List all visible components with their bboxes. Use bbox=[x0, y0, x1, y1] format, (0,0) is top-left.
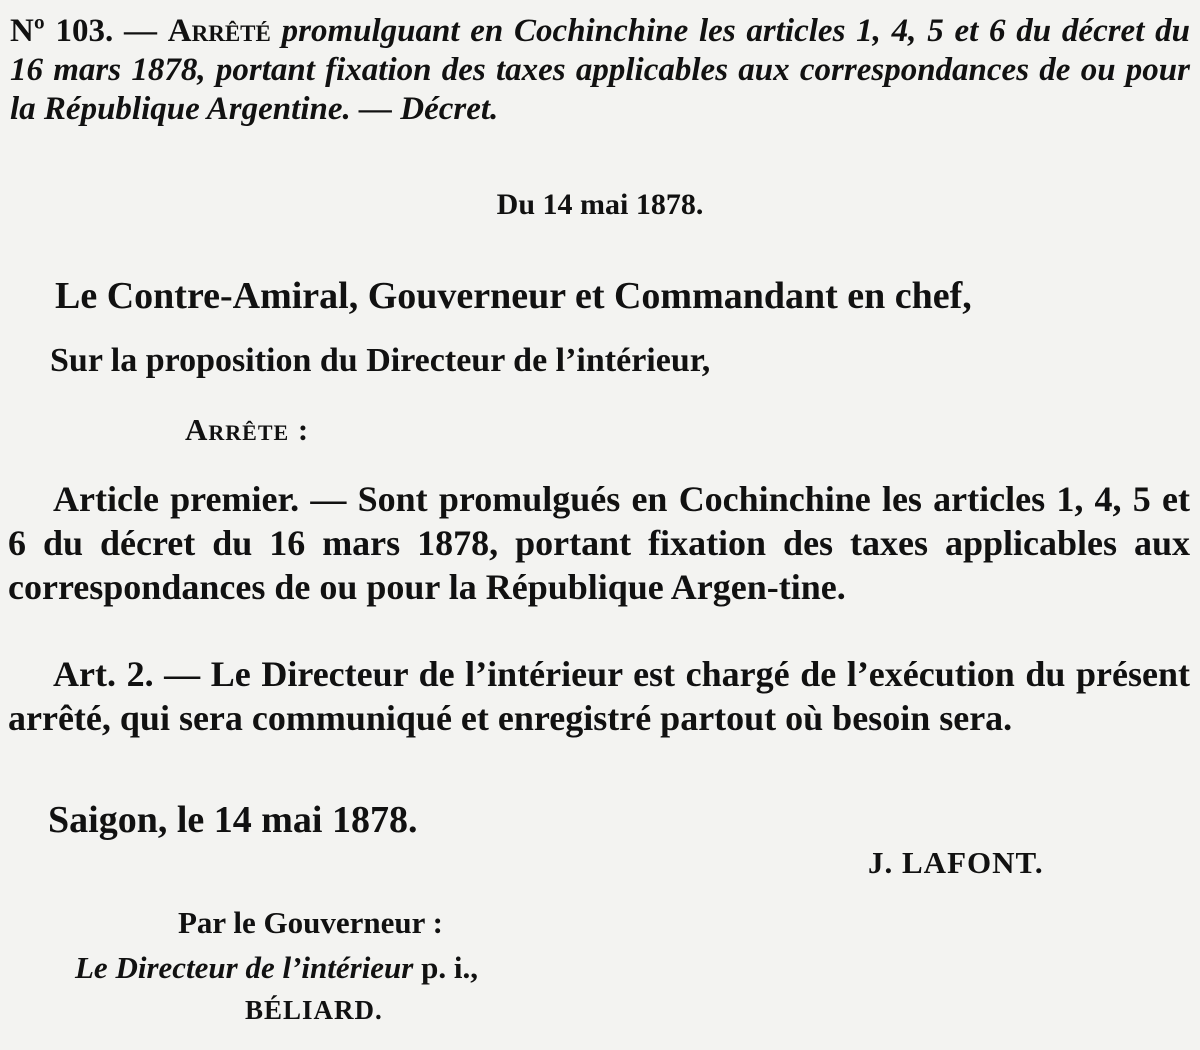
decree-date: Du 14 mai 1878. bbox=[496, 188, 704, 221]
countersign-suffix: p. i., bbox=[421, 950, 478, 985]
signatory-name: J. LAFONT. bbox=[868, 845, 1044, 880]
decree-title: promulguant en Cochinchine les articles 1, 4, 5 et 6 du décret du 16 mars 1878, portant fixation des taxes applicables aux correspondances de ou pour la République Argentine. — Décret. bbox=[10, 13, 1190, 127]
countersign-title bbox=[75, 950, 478, 986]
article-1-label: Article premier. — bbox=[53, 479, 347, 519]
decree-heading bbox=[10, 12, 1190, 129]
decree-number: Nº 103. — bbox=[10, 13, 157, 49]
countersign-title-text: Le Directeur de l’intérieur bbox=[75, 950, 414, 985]
arrete-label: Arrête : bbox=[185, 412, 310, 447]
countersign-par: Par le Gouverneur : bbox=[178, 905, 443, 940]
place-date: Saigon, le 14 mai 1878. bbox=[48, 799, 418, 841]
article-1 bbox=[8, 477, 1190, 609]
decree-kind: Arrêté bbox=[167, 13, 271, 49]
article-2-text: Le Directeur de l’intérieur est chargé de l’exécution du présent arrêté, qui sera communiqué et enregistré partout où besoin sera. bbox=[8, 654, 1190, 738]
authority-line: Le Contre-Amiral, Gouverneur et Commandant en chef, bbox=[55, 275, 972, 317]
countersign-name: BÉLIARD. bbox=[245, 995, 383, 1025]
proposal-line: Sur la proposition du Directeur de l’intérieur, bbox=[50, 342, 711, 379]
article-2-label: Art. 2. — bbox=[53, 654, 201, 694]
article-2 bbox=[8, 652, 1190, 740]
article-1-text: Sont promulgués en Cochinchine les articles 1, 4, 5 et 6 du décret du 16 mars 1878, portant fixation des taxes applicables aux correspondances de ou pour la République Argen-tine. bbox=[8, 479, 1190, 607]
